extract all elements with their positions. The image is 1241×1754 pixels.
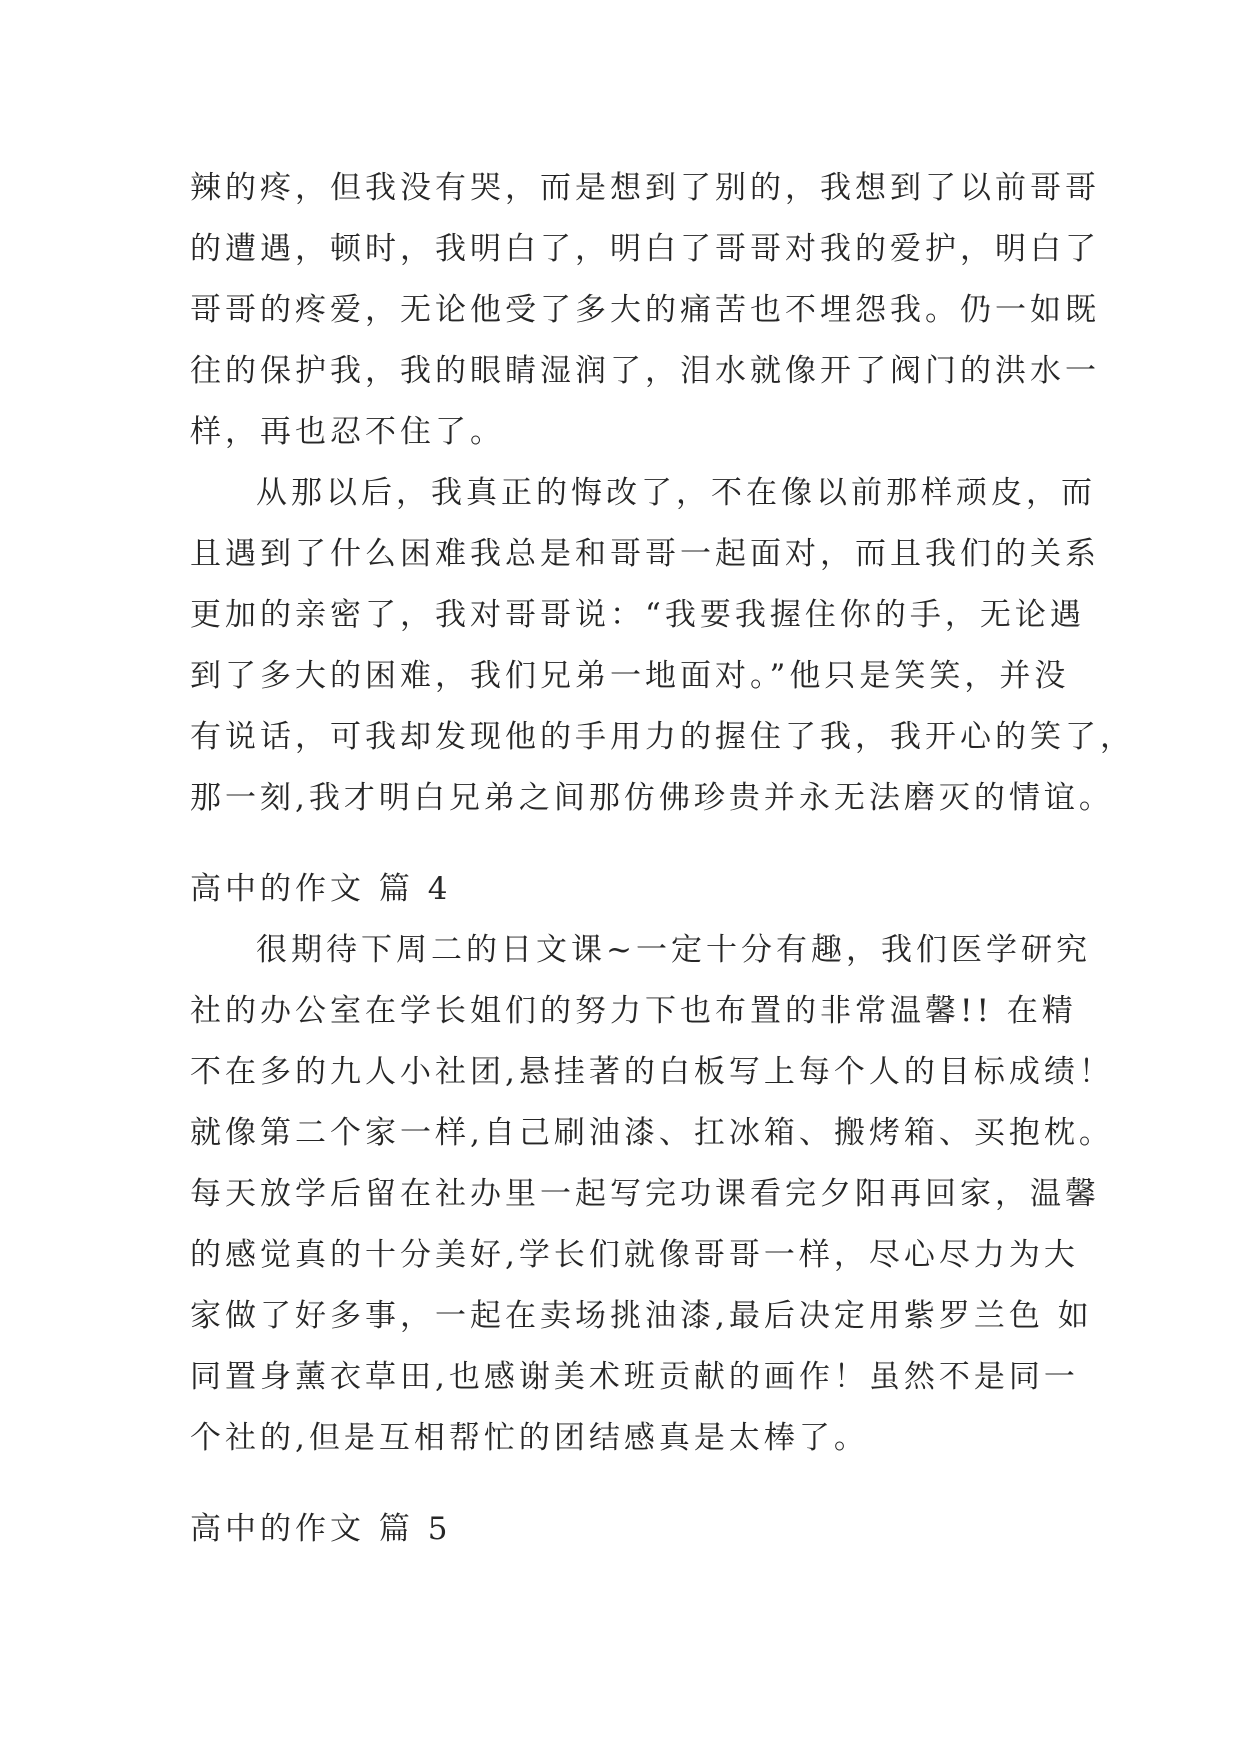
paragraph-line: 辣的疼，但我没有哭，而是想到了别的，我想到了以前哥哥 [190, 170, 1100, 206]
paragraph-line: 有说话，可我却发现他的手用力的握住了我，我开心的笑了， [190, 719, 1135, 755]
paragraph-line: 更加的亲密了，我对哥哥说：“我要我握住你的手，无论遇 [190, 597, 1085, 633]
paragraph-line: 不在多的九人小社团,悬挂著的白板写上每个人的目标成绩！ [190, 1054, 1114, 1090]
section-heading: 高中的作文 篇 4 [190, 871, 452, 907]
paragraph-line: 的感觉真的十分美好,学长们就像哥哥一样，尽心尽力为大 [190, 1237, 1079, 1273]
paragraph-line: 家做了好多事，一起在卖场挑油漆,最后决定用紫罗兰色 如 [190, 1298, 1093, 1334]
paragraph-line: 很期待下周二的日文课~一定十分有趣，我们医学研究 [256, 932, 1091, 968]
paragraph-line: 从那以后，我真正的悔改了，不在像以前那样顽皮，而 [256, 475, 1096, 511]
paragraph-line: 同置身薰衣草田,也感谢美术班贡献的画作！虽然不是同一 [190, 1359, 1079, 1395]
paragraph-line: 社的办公室在学长姐们的努力下也布置的非常温馨!! 在精 [190, 993, 1077, 1029]
paragraph-line: 哥哥的疼爱，无论他受了多大的痛苦也不埋怨我。仍一如既 [190, 292, 1100, 328]
paragraph-line: 样，再也忍不住了。 [190, 414, 505, 450]
section-heading: 高中的作文 篇 5 [190, 1511, 452, 1547]
paragraph-line: 的遭遇，顿时，我明白了，明白了哥哥对我的爱护，明白了 [190, 231, 1100, 267]
paragraph-line: 那一刻,我才明白兄弟之间那仿佛珍贵并永无法磨灭的情谊。 [190, 780, 1114, 816]
paragraph-line: 就像第二个家一样,自己刷油漆、扛冰箱、搬烤箱、买抱枕。 [190, 1115, 1114, 1151]
paragraph-line: 且遇到了什么困难我总是和哥哥一起面对，而且我们的关系 [190, 536, 1100, 572]
paragraph-line: 每天放学后留在社办里一起写完功课看完夕阳再回家，温馨 [190, 1176, 1100, 1212]
paragraph-line: 个社的,但是互相帮忙的团结感真是太棒了。 [190, 1420, 869, 1456]
paragraph-line: 往的保护我，我的眼睛湿润了，泪水就像开了阀门的洪水一 [190, 353, 1100, 389]
paragraph-line: 到了多大的困难，我们兄弟一地面对。”他只是笑笑，并没 [190, 658, 1070, 694]
